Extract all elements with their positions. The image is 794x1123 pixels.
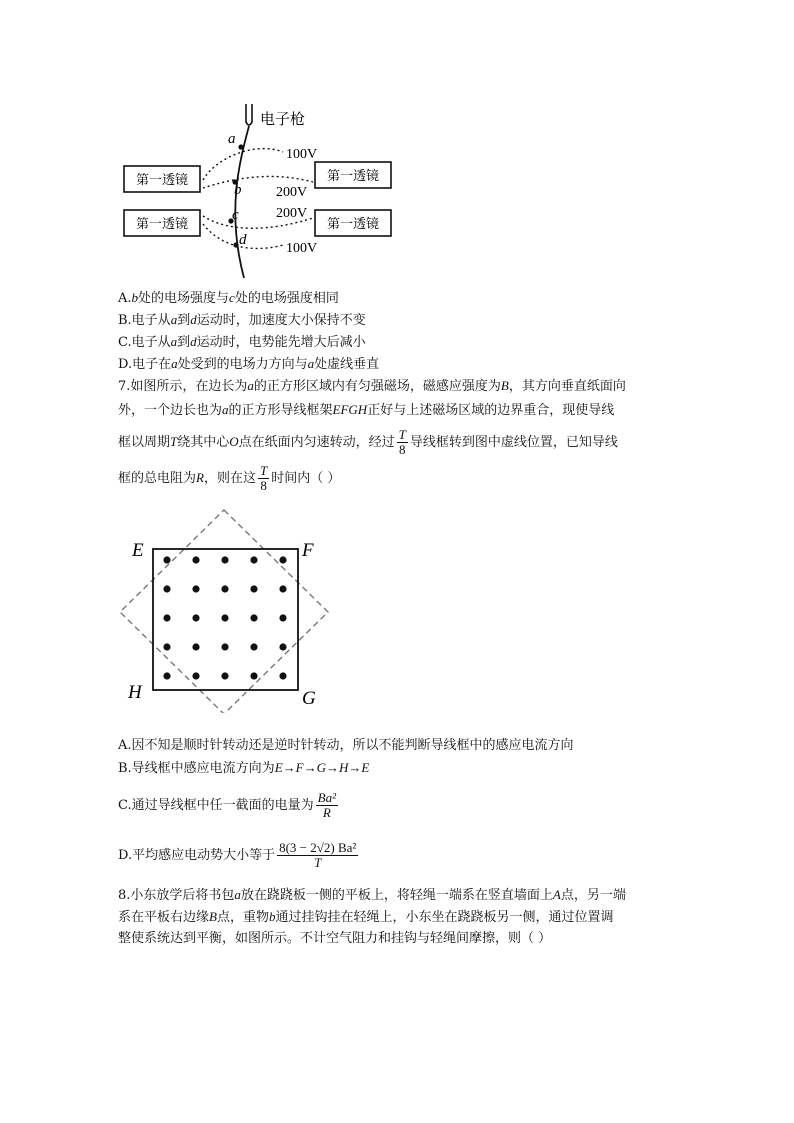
field-dot: [163, 556, 170, 563]
field-dot: [279, 556, 286, 563]
lens-right-bottom: 第一透镜: [326, 216, 380, 231]
q6-option-c: C.电子从a到d运动时，电势能先增大后减小: [118, 334, 366, 350]
field-dot: [192, 614, 199, 621]
q7-option-a: A.因不知是顺时针转动还是逆时针转动，所以不能判断导线框中的感应电流方向: [118, 738, 574, 753]
point-c: c: [232, 207, 239, 223]
q7-line-4: 框的总电阻为R，则在这 $\frac{T}{8}$ 时间内（ ）: [118, 463, 341, 493]
q8-line-2: 系在平板右边缘B点，重物b通过挂钩挂在轻绳上，小东坐在跷跷板另一侧，通过位置调: [118, 909, 614, 925]
field-dot: [221, 672, 228, 679]
field-dot: [250, 556, 257, 563]
field-dot: [279, 585, 286, 592]
field-dot: [163, 585, 170, 592]
q8-line-3: 整使系统达到平衡，如图所示。不计空气阻力和挂钩与轻绳间摩擦，则（ ）: [118, 931, 552, 946]
q7-line-2: 外，一个边长也为a的正方形导线框架EFGH正好与上述磁场区域的边界重合，现使导线: [118, 402, 615, 418]
lens-left-bottom: 第一透镜: [135, 216, 189, 231]
fraction-t-over-8: $\frac{T}{8}$: [398, 427, 406, 457]
field-dot: [221, 643, 228, 650]
corner-h: H: [128, 682, 142, 703]
fraction-emf: $\frac{\text{8(3 − 2√2) Ba²}}{T}$: [279, 840, 357, 870]
electron-gun-figure: [118, 100, 408, 280]
q6-option-a: A.b处的电场强度与c处的电场强度相同: [118, 290, 339, 306]
field-dot: [192, 672, 199, 679]
field-dot: [163, 614, 170, 621]
field-dot: [279, 643, 286, 650]
q6-option-d: D.电子在a处受到的电场力方向与a处虚线垂直: [118, 356, 380, 372]
field-dot: [279, 614, 286, 621]
volt-bottom: 100V: [286, 241, 318, 256]
lens-right-top: 第一透镜: [326, 168, 380, 183]
magnetic-field-figure: [118, 508, 338, 713]
volt-mid1: 200V: [276, 185, 308, 200]
fraction-charge: $\frac{\text{Ba²}}{R}$: [317, 790, 336, 820]
field-dot: [250, 614, 257, 621]
q6-option-b: B.电子从a到d运动时，加速度大小保持不变: [118, 312, 366, 328]
field-dot: [221, 614, 228, 621]
lens-left-top: 第一透镜: [135, 172, 189, 187]
corner-e: E: [132, 540, 144, 561]
gun-label: 电子枪: [260, 112, 306, 128]
fraction-t-over-8: $\frac{T}{8}$: [259, 463, 268, 493]
q8-line-1: 8.小东放学后将书包a放在跷跷板一侧的平板上，将轻绳一端系在竖直墙面上A点，另一端: [118, 887, 626, 903]
field-dot: [192, 556, 199, 563]
q7-line-3: 框以周期T绕其中心O点在纸面内匀速转动，经过 $\frac{T}{8}$ 导线框转到图中虚线位置，已知导线: [118, 427, 618, 457]
field-dot: [163, 672, 170, 679]
point-a: a: [228, 131, 236, 147]
corner-f: F: [302, 540, 314, 561]
field-dot: [221, 556, 228, 563]
field-dot: [192, 643, 199, 650]
point-d: d: [239, 232, 247, 248]
field-dot: [250, 643, 257, 650]
q7-option-d: D.平均感应电动势大小等于 $\frac{\text{8(3 − 2√2) Ba²}}{T}$: [118, 840, 357, 870]
field-dot: [250, 585, 257, 592]
q7-line-1: 7.如图所示，在边长为a的正方形区域内有匀强磁场，磁感应强度为B，其方向垂直纸面向: [118, 378, 626, 394]
field-dot: [279, 672, 286, 679]
field-dot: [163, 643, 170, 650]
field-dot: [192, 585, 199, 592]
q7-option-b: B.导线框中感应电流方向为E→F→G→H→E: [118, 760, 370, 776]
corner-g: G: [302, 688, 316, 709]
field-dot: [250, 672, 257, 679]
q7-option-c: C.通过导线框中任一截面的电量为 $\frac{\text{Ba²}}{R}$: [118, 790, 336, 820]
field-dot: [221, 585, 228, 592]
volt-mid2: 200V: [276, 206, 308, 221]
volt-top: 100V: [286, 147, 318, 162]
point-b: b: [234, 182, 242, 198]
